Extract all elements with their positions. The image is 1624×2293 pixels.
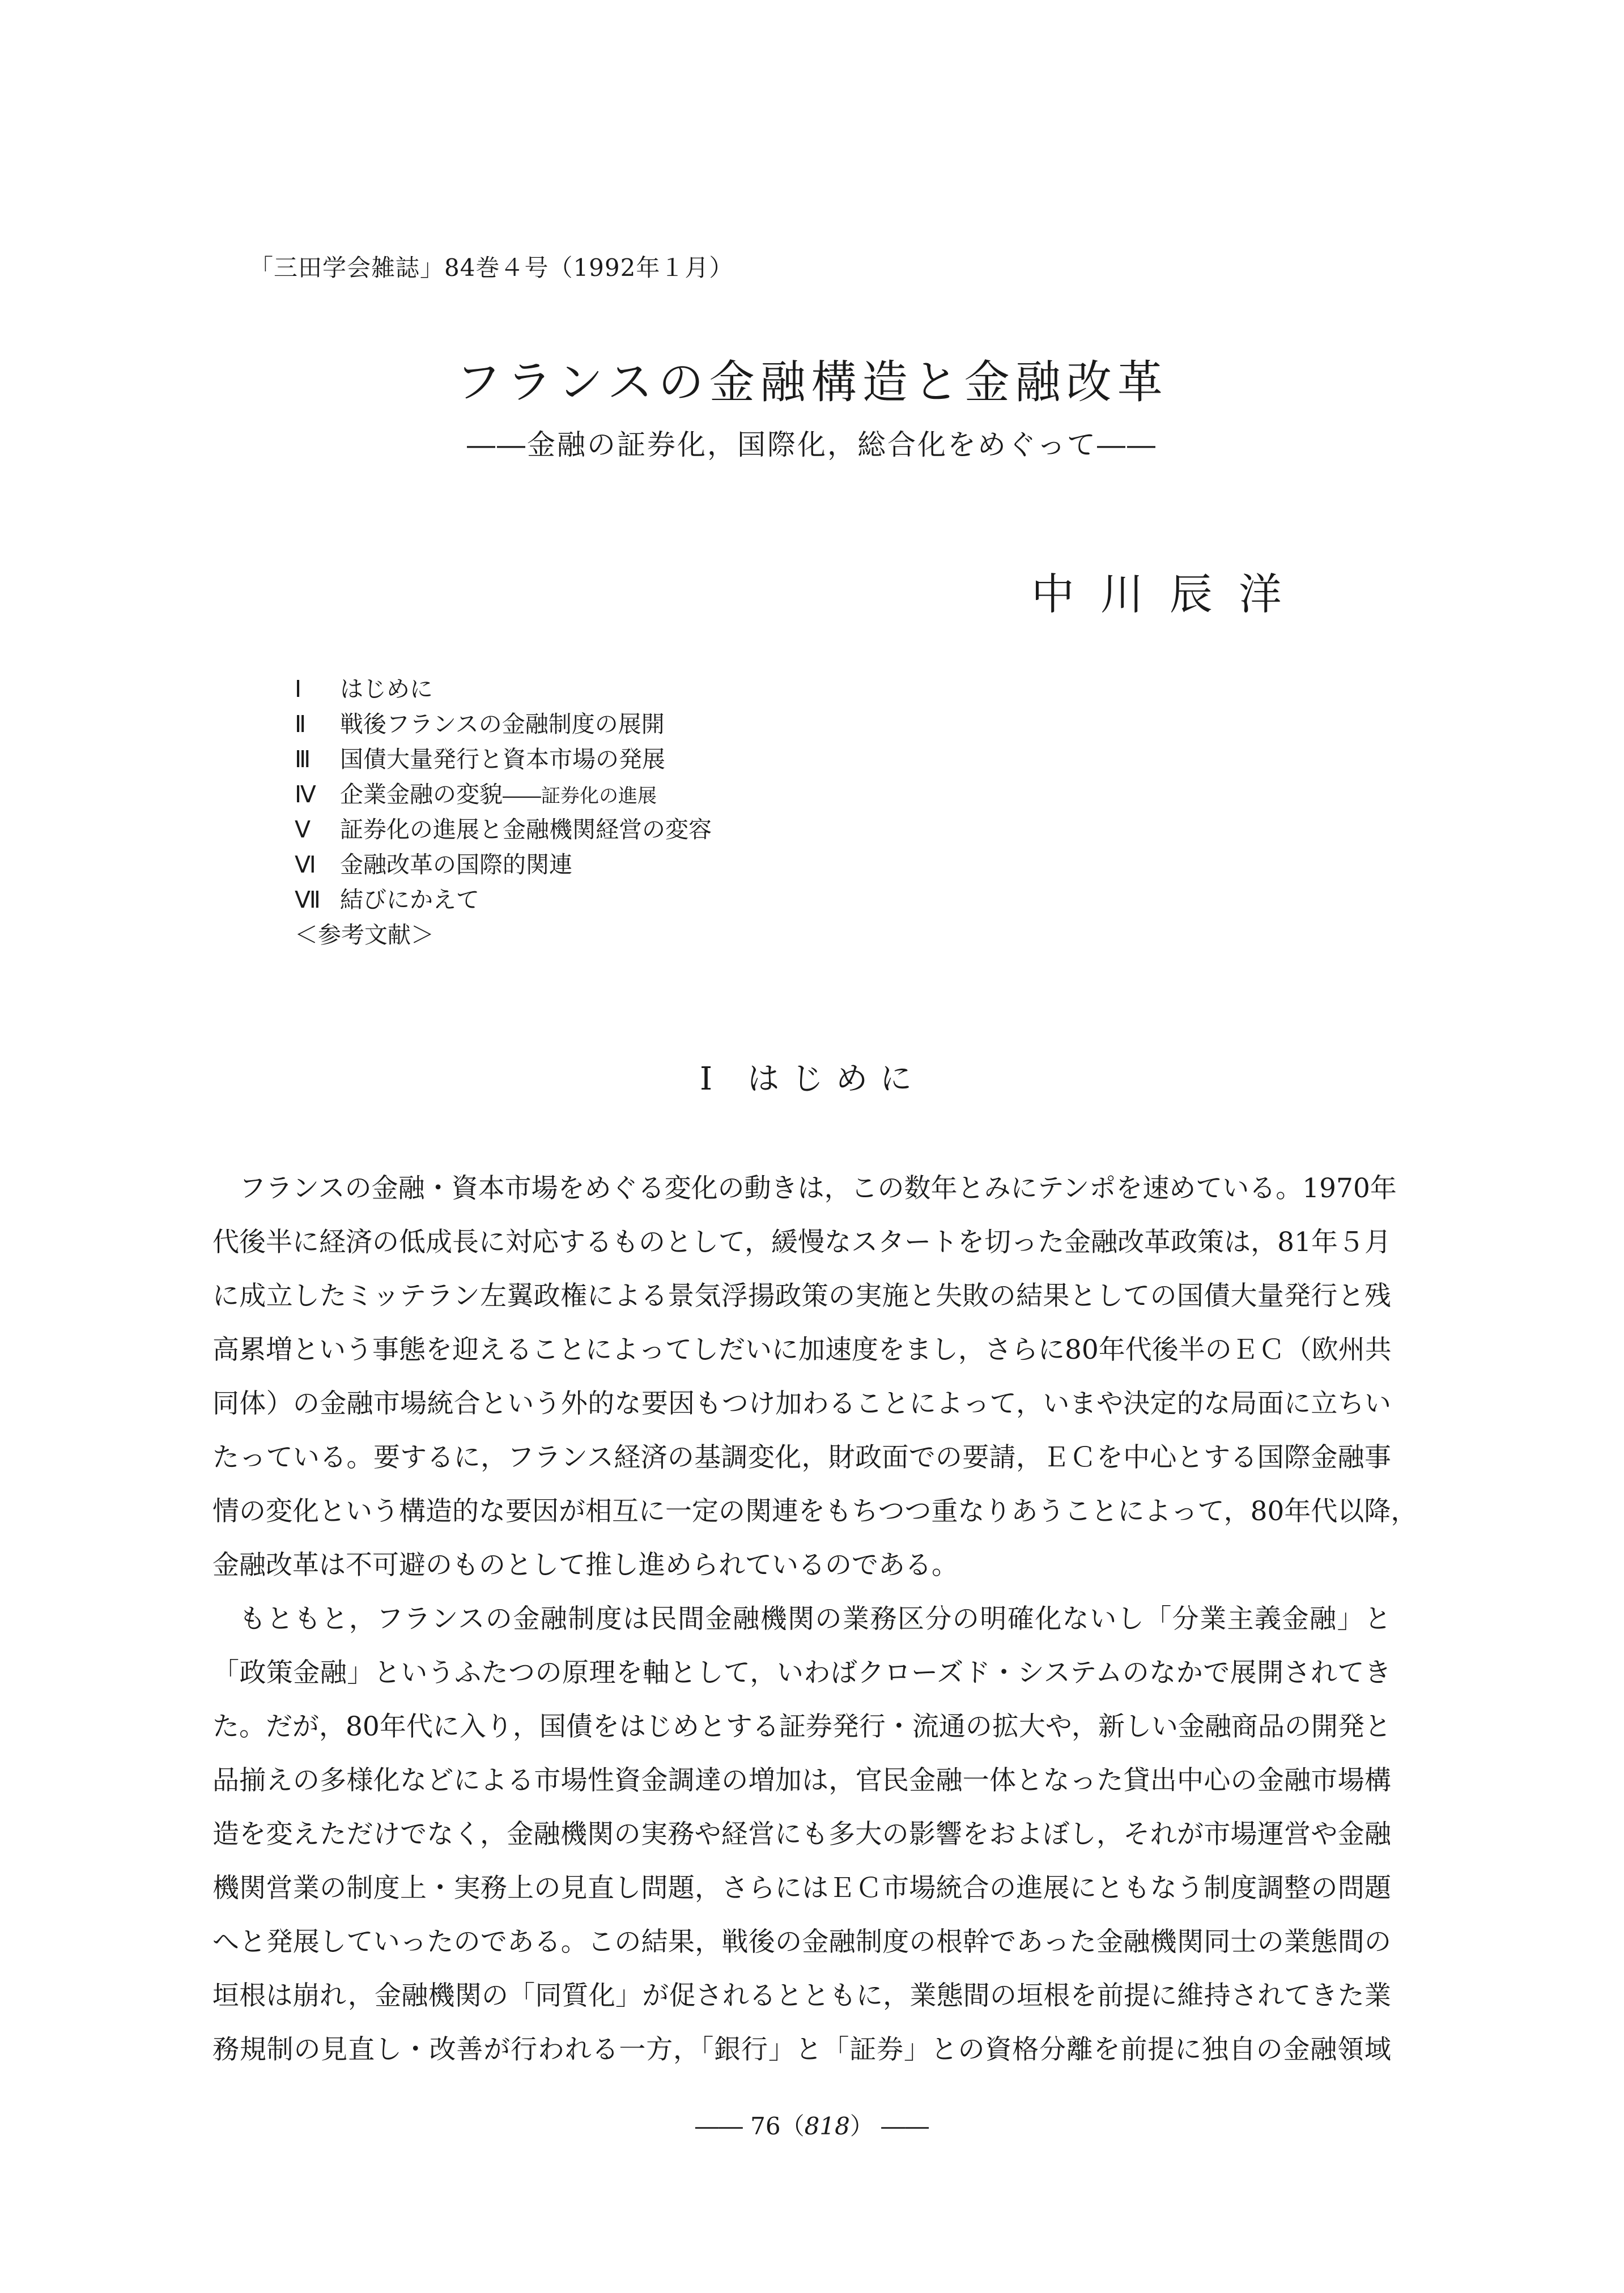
text-line: たっている。要するに，フランス経済の基調変化，財政面での要請，ＥＣを中心とする国際金融事 [212,1442,1391,1473]
toc-item-number: Ⅲ [295,746,311,772]
text-line: 品揃えの多様化などによる市場性資金調達の増加は，官民金融一体となった貸出中心の金融市場構 [212,1765,1391,1796]
toc-item-number: Ⅴ [295,816,311,843]
toc-item-label: 金融改革の国際的関連 [340,851,572,878]
text-line: へと発展していったのである。この結果，戦後の金融制度の根幹であった金融機関同士の業態間の [212,1926,1391,1958]
toc-item [295,882,712,917]
toc-item-number: Ⅵ [295,852,316,878]
text-line: フランスの金融・資本市場をめぐる変化の動きは，この数年とみにテンポを速めている。1970年 [239,1173,1397,1204]
paragraph [212,1162,1418,1592]
body-text [212,1162,1418,2077]
total-page-number: 818 [804,2112,850,2140]
text-line: 「政策金融」というふたつの原理を軸として，いわばクローズド・システムのなかで展開されてき [212,1657,1391,1688]
page-number: 76 [750,2112,781,2140]
toc-references: ＜参考文献＞ [295,921,434,948]
journal-reference: 「三田学会雑誌」84巻４号（1992年１月） [249,254,734,282]
toc-item-number: Ⅱ [295,711,307,737]
toc-item-label: はじめに [340,675,433,703]
text-line: 機関営業の制度上・実務上の見直し問題，さらにはＥＣ市場統合の進展にともなう制度調整の問題 [212,1873,1391,1904]
footer-dash: ―― [873,2112,929,2140]
article-title: フランスの金融構造と金融改革 [456,356,1168,409]
paragraph [212,1592,1391,2077]
toc-item-label: 証券化の進展と金融機関経営の変容 [340,816,712,843]
text-line: 造を変えただけでなく，金融機関の実務や経営にも多大の影響をおよぼし，それが市場運営や金融 [212,1819,1391,1850]
text-line: 金融改革は不可避のものとして推し進められているのである。 [212,1550,958,1581]
toc-item-label: 国債大量発行と資本市場の発展 [340,746,665,773]
table-of-contents [295,671,712,952]
text-line: もともと，フランスの金融制度は民間金融機関の業務区分の明確化ないし「分業主義金融」と [239,1603,1391,1635]
text-line: た。だが，80年代に入り，国債をはじめとする証券発行・流通の拡大や，新しい金融商品の開発と [212,1711,1391,1742]
toc-item [295,847,712,882]
footer-dash: ―― [695,2112,751,2140]
author-name: 中川辰洋 [1031,569,1308,619]
toc-item [295,742,712,777]
text-line: 同体）の金融市場統合という外的な要因もつけ加わることによって，いまや決定的な局面に立ちい [212,1388,1391,1419]
footer-paren-close: ） [849,2112,874,2140]
toc-item [295,671,712,707]
toc-item-number: Ⅳ [295,781,316,807]
section-number: Ⅰ [699,1061,725,1097]
toc-item [295,707,712,742]
text-line: 代後半に経済の低成長に対応するものとして，緩慢なスタートを切った金融改革政策は，81年５月 [212,1227,1391,1258]
toc-item-number: Ⅰ [295,676,302,702]
text-line: 務規制の見直し・改善が行われる一方，「銀行」と「証券」との資格分離を前提に独自の金融領域 [212,2034,1391,2065]
toc-item-label: 企業金融の変貌 [340,781,503,808]
toc-item-number: Ⅶ [295,887,321,913]
footer-paren-open: （ [780,2112,805,2140]
text-line: 垣根は崩れ，金融機関の「同質化」が促されるとともに，業態間の垣根を前提に維持されてきた業 [212,1980,1391,2011]
article-subtitle: ――金融の証券化，国際化，総合化をめぐって―― [467,428,1157,461]
page-footer [0,2108,1624,2142]
toc-item-label: 結びにかえて [340,886,479,913]
toc-item [295,812,712,847]
toc-item [295,777,712,812]
section-heading [0,1054,1624,1099]
toc-item-subtitle: ――証券化の進展 [503,785,657,807]
toc-item-label: 戦後フランスの金融制度の展開 [340,711,665,738]
text-line: 情の変化という構造的な要因が相互に一定の関連をもちつつ重なりあうことによって，80年代以降， [212,1496,1418,1527]
text-line: に成立したミッテラン左翼政権による景気浮揚政策の実施と失敗の結果としての国債大量発行と残 [212,1280,1391,1312]
text-line: 高累増という事態を迎えることによってしだいに加速度をまし，さらに80年代後半のＥＣ（欧州共 [212,1334,1392,1365]
section-title: はじめに [747,1061,925,1097]
